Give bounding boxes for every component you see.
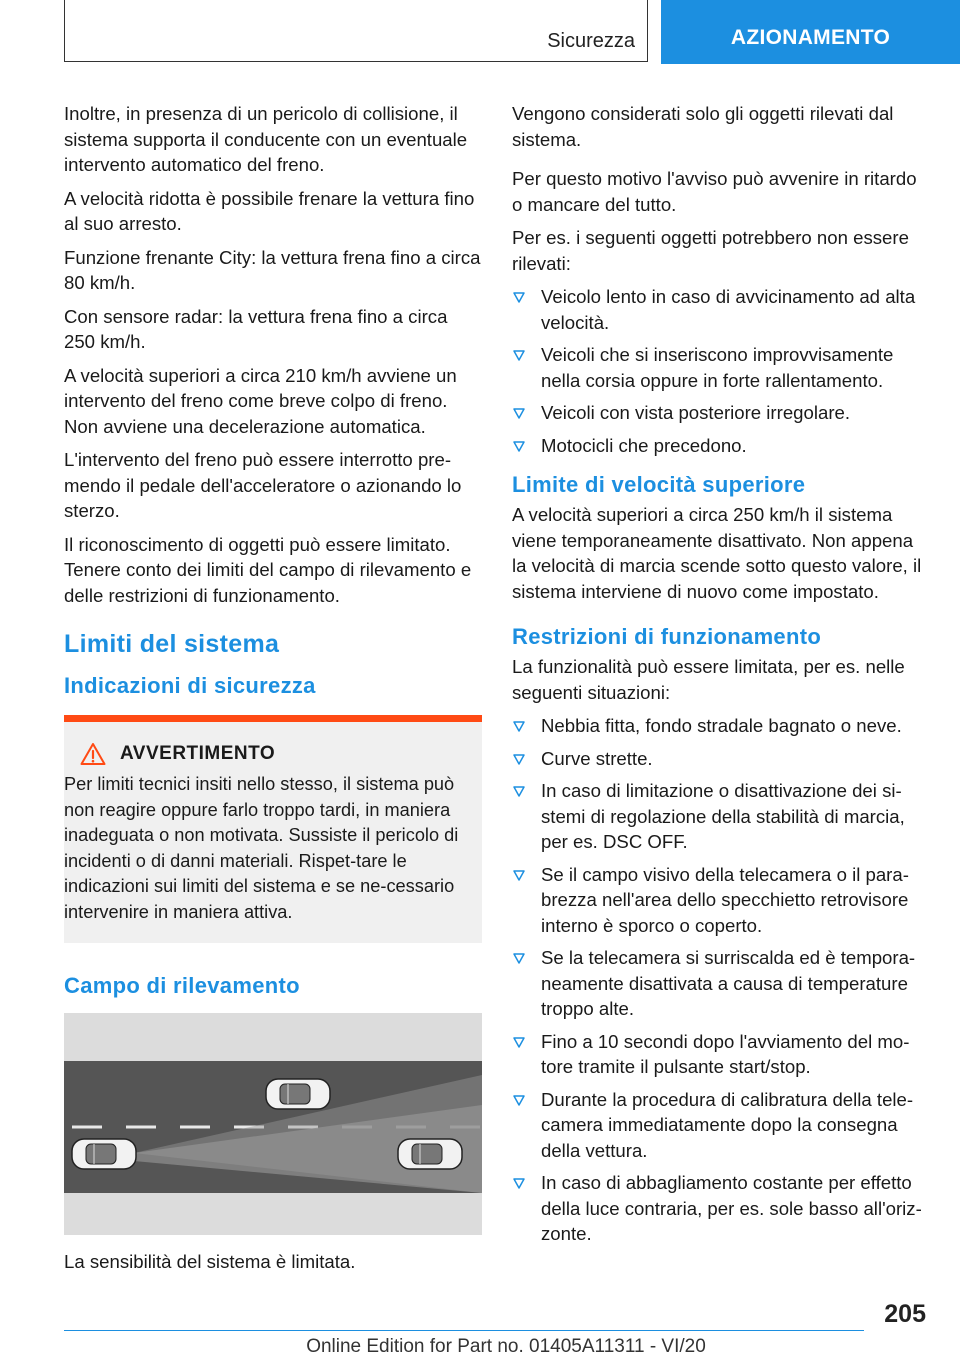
- list-item-text: Veicolo lento in caso di avvicinamento ad alta velocità.: [541, 286, 916, 333]
- paragraph: Vengono considerati solo gli oggetti rilevati dal sistema.: [512, 103, 894, 150]
- triangle-bullet-icon: [512, 719, 526, 733]
- triangle-bullet-icon: [512, 1093, 526, 1107]
- footer-divider: [64, 1330, 864, 1331]
- list-item-text: Motocicli che precedono.: [541, 434, 747, 456]
- list-item: [512, 1029, 932, 1080]
- warning-header: [64, 742, 468, 766]
- paragraph: Con sensore radar: la vettura frena fino a circa 250 km/h.: [64, 305, 448, 352]
- heading-system-limits: Limiti del sistema: [64, 630, 280, 658]
- list-item-text: Veicoli che si inseriscono improvvisamente nella corsia oppure in forte rallentamento.: [541, 344, 894, 391]
- list-item: [512, 746, 932, 772]
- list-item-text: Veicoli con vista posteriore irregolare.: [541, 402, 851, 423]
- right-column: [512, 101, 932, 1254]
- warning-text: Per limiti tecnici insiti nello stesso, il sistema può non reagire oppure farlo troppo tardi, in maniera inadeguata o non motivata. Sussiste il pericolo di incidenti o di danni materiali. Rispet‐tare le indicazioni sui limiti del sistema e se ne‐cessario intervenire in maniera attiva.: [64, 774, 459, 922]
- detection-range-diagram: [64, 1013, 482, 1235]
- list-item: [512, 778, 932, 855]
- list-item: [512, 862, 932, 939]
- paragraph: Per es. i seguenti oggetti potrebbero non essere rilevati:: [512, 227, 909, 274]
- ego-car-icon: [72, 1139, 136, 1169]
- list-item-text: Se la telecamera si surriscalda ed è tempora‐neamente disattivata a causa di temperature troppo alte.: [541, 947, 916, 1019]
- paragraph: L'intervento del freno può essere interrotto pre‐mendo il pedale dell'acceleratore o azionando lo sterzo.: [64, 449, 462, 521]
- paragraph: A velocità ridotta è possibile frenare la vettura fino al suo arresto.: [64, 187, 475, 234]
- triangle-bullet-icon: [512, 951, 526, 965]
- diagram-caption: La sensibilità del sistema è limitata.: [64, 1251, 356, 1272]
- header-section-box: [64, 0, 648, 62]
- paragraph: Il riconoscimento di oggetti può essere limitato. Tenere conto dei limiti del campo di rilevamento e delle restrizioni di funzionamento.: [64, 533, 472, 606]
- list-item-text: In caso di abbagliamento costante per effetto della luce contraria, per es. sole basso all'oriz‐zonte.: [541, 1172, 922, 1244]
- triangle-bullet-icon: [512, 784, 526, 798]
- list-item-text: Durante la procedura di calibratura della tele‐camera immediatamente dopo la consegna della vettura.: [541, 1088, 914, 1161]
- restrictions-list: [512, 713, 932, 1247]
- paragraph: A velocità superiori a circa 250 km/h il sistema viene temporaneamente disattivato. Non appena la velocità di marcia scende sotto questo valore, il sistema interviene di nuovo come impostato.: [512, 504, 922, 602]
- detection-range-illustration: [64, 1013, 482, 1235]
- warning-triangle-icon: [80, 742, 106, 766]
- header-section-title: Sicurezza: [547, 30, 635, 52]
- list-item-text: Se il campo visivo della telecamera o il para‐brezza nell'area dello specchietto retrovisore interno è sporco o coperto.: [541, 863, 909, 936]
- list-item-text: Nebbia fitta, fondo stradale bagnato o neve.: [541, 715, 902, 736]
- left-column: [64, 101, 482, 1283]
- paragraph: Inoltre, in presenza di un pericolo di collisione, il sistema supporta il conducente con un eventuale intervento automatico del freno.: [64, 103, 468, 175]
- list-item: [512, 284, 932, 335]
- triangle-bullet-icon: [512, 348, 526, 362]
- header-chapter-tab: AZIONAMENTO: [661, 0, 960, 64]
- list-item-text: Fino a 10 secondi dopo l'avviamento del mo‐tore tramite il pulsante start/stop.: [541, 1030, 910, 1077]
- vehicle-ahead-icon: [266, 1079, 330, 1109]
- heading-upper-speed-limit: Limite di velocità superiore: [512, 472, 806, 497]
- vehicle-same-lane-icon: [398, 1139, 462, 1169]
- triangle-bullet-icon: [512, 868, 526, 882]
- heading-detection-range: Campo di rilevamento: [64, 973, 300, 998]
- warning-box: [64, 715, 482, 943]
- paragraph: Funzione frenante City: la vettura frena fino a circa 80 km/h.: [64, 246, 481, 293]
- list-item: [512, 713, 932, 739]
- list-item: [512, 400, 932, 426]
- triangle-bullet-icon: [512, 1176, 526, 1190]
- heading-functional-restrictions: Restrizioni di funzionamento: [512, 624, 822, 649]
- paragraph: La funzionalità può essere limitata, per es. nelle seguenti situazioni:: [512, 656, 905, 703]
- heading-safety-notes: Indicazioni di sicurezza: [64, 673, 316, 698]
- triangle-bullet-icon: [512, 1035, 526, 1049]
- undetected-objects-list: [512, 284, 932, 458]
- list-item-text: In caso di limitazione o disattivazione dei si‐stemi di regolazione della stabilità di marcia, per es. DSC OFF.: [541, 780, 905, 852]
- footer-edition: Online Edition for Part no. 01405A11311 - VI/20: [306, 1336, 706, 1357]
- triangle-bullet-icon: [512, 439, 526, 453]
- page-number: 205: [884, 1300, 926, 1328]
- list-item-text: Curve strette.: [541, 747, 653, 769]
- list-item: [512, 1087, 932, 1164]
- paragraph: A velocità superiori a circa 210 km/h avviene un intervento del freno come breve colpo di freno. Non avviene una decelerazione automatica.: [64, 364, 457, 437]
- triangle-bullet-icon: [512, 406, 526, 420]
- list-item: [512, 342, 932, 393]
- list-item: [512, 945, 932, 1022]
- paragraph: Per questo motivo l'avviso può avvenire in ritardo o mancare del tutto.: [512, 168, 917, 215]
- list-item: [512, 433, 932, 459]
- warning-title: AVVERTIMENTO: [120, 743, 276, 764]
- triangle-bullet-icon: [512, 290, 526, 304]
- list-item: [512, 1170, 932, 1247]
- triangle-bullet-icon: [512, 752, 526, 766]
